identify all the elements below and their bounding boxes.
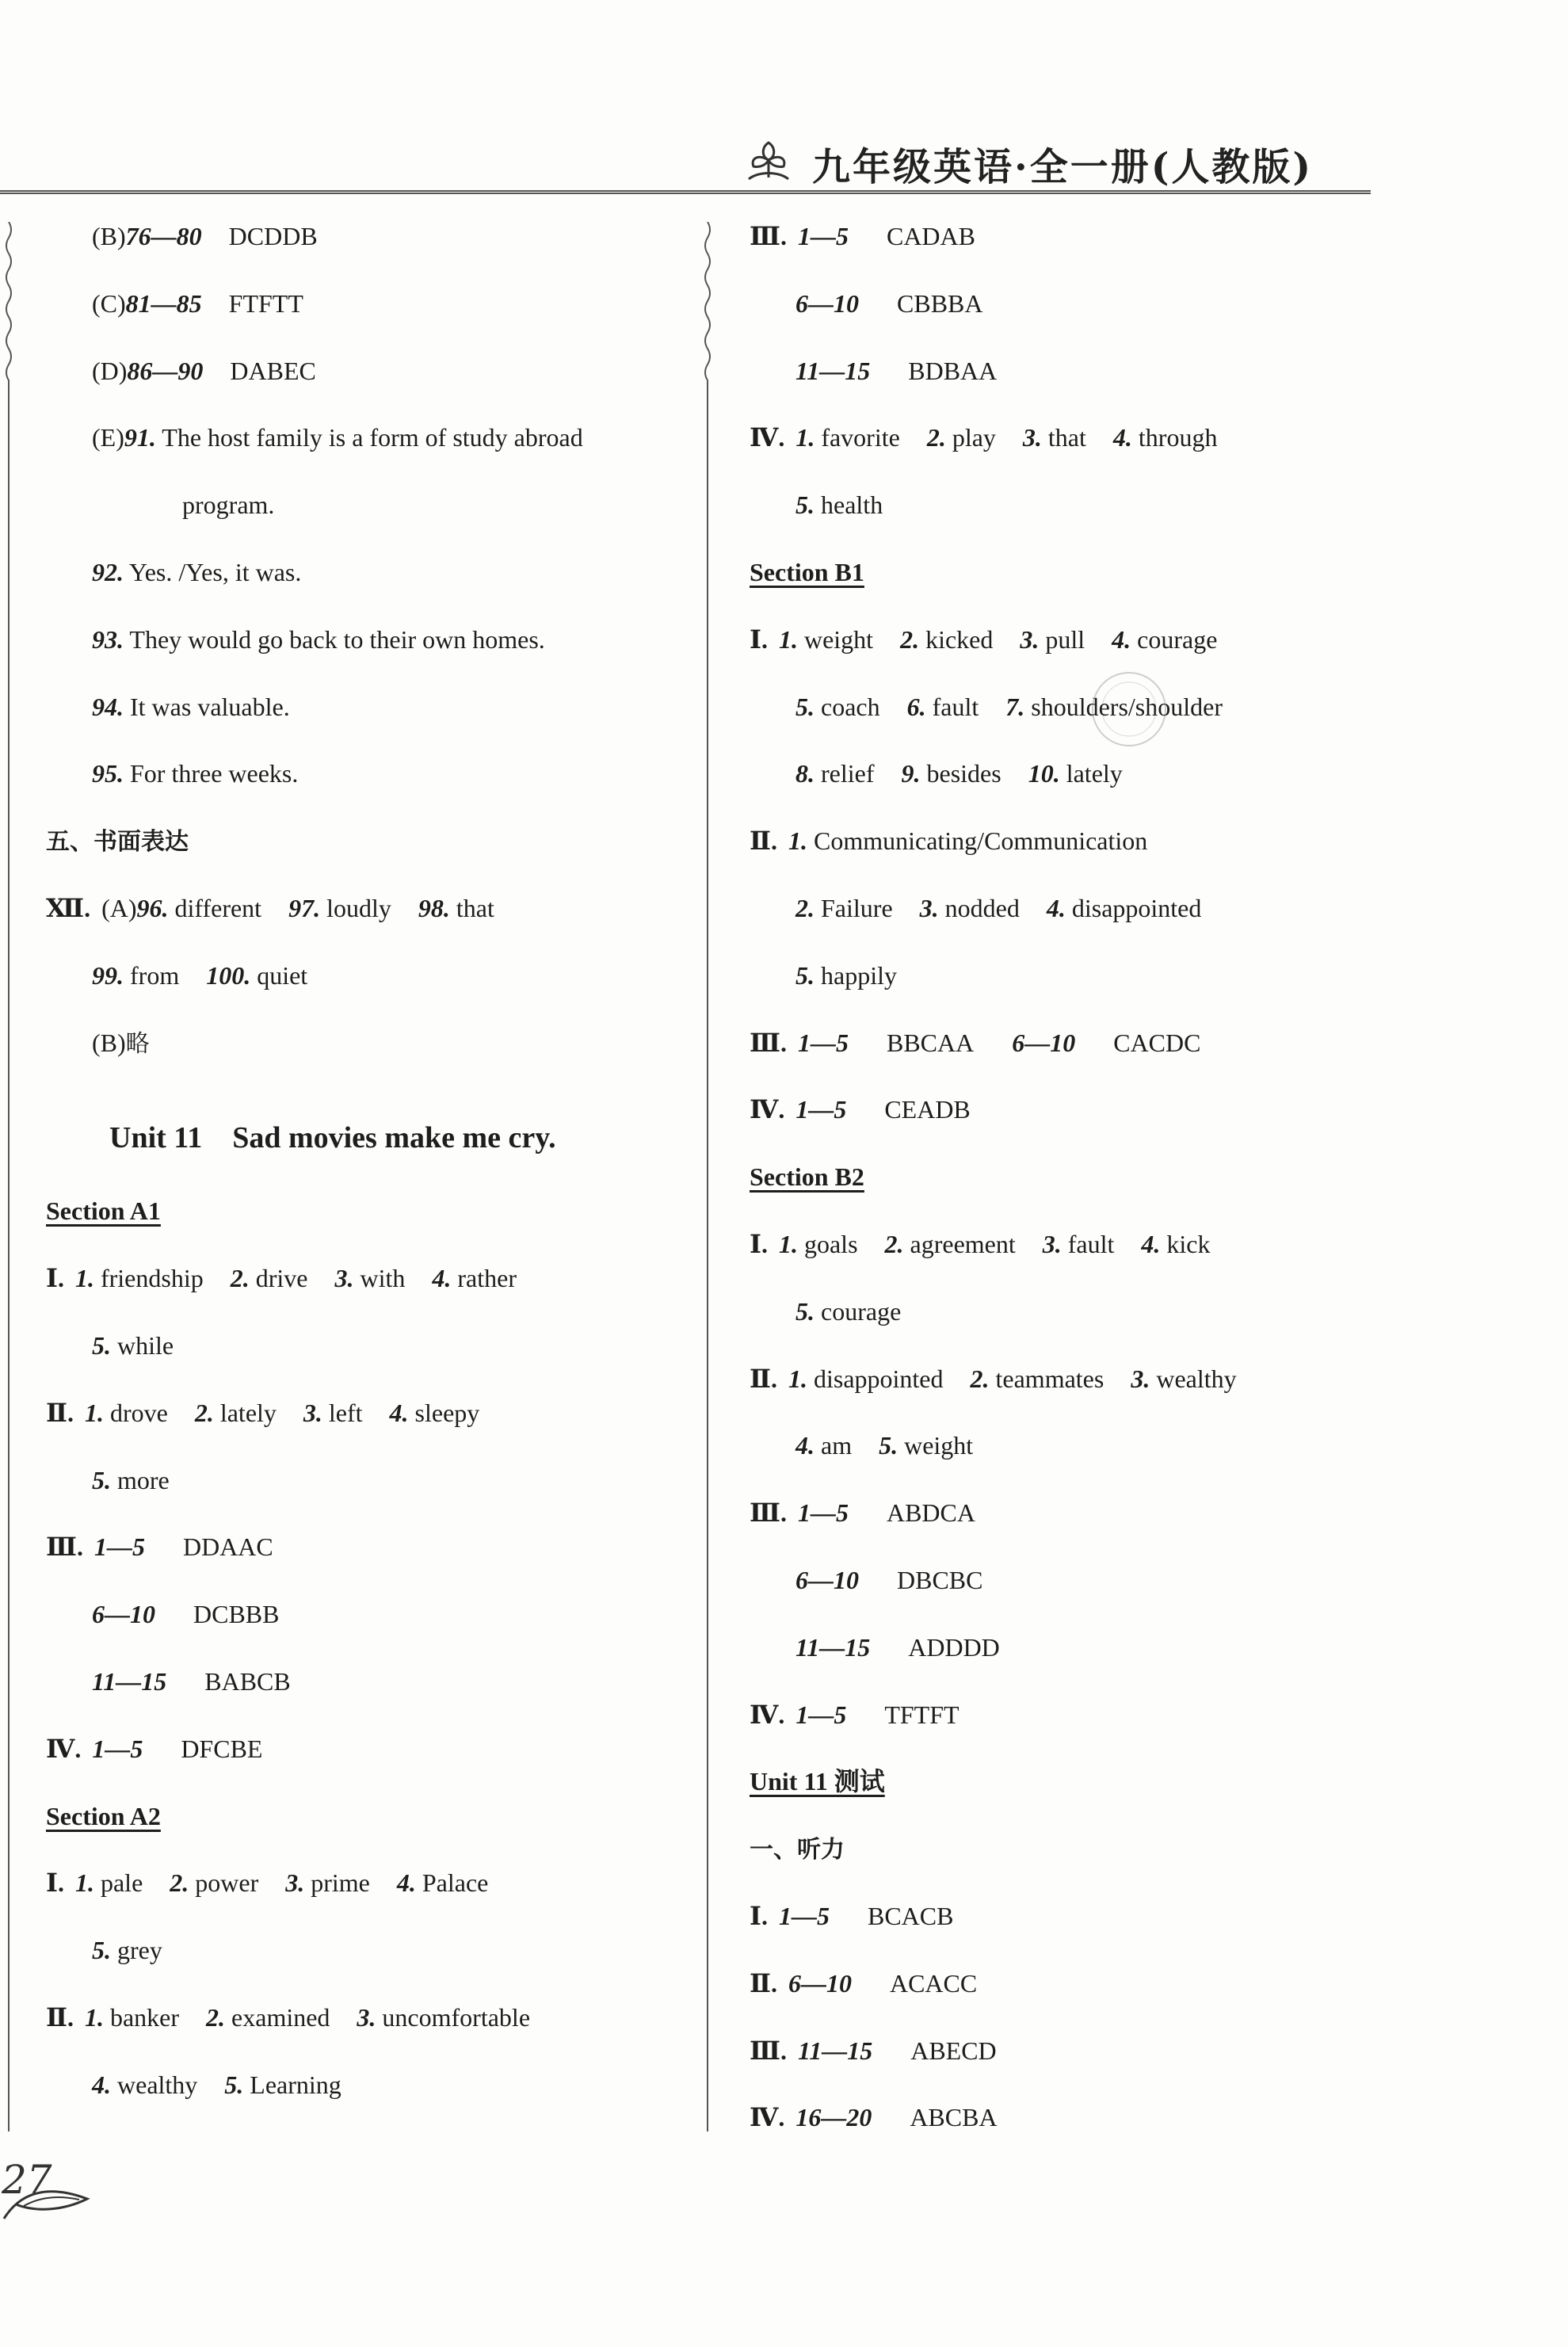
answer-line: Ⅰ. 1. friendship 2. drive 3. with 4. rather <box>46 1264 517 1293</box>
answer-line: 99. from 100. quiet <box>92 960 308 990</box>
answer-line: program. <box>182 490 275 520</box>
page-number: 27 <box>2 2157 52 2203</box>
answer-line: 11—15 ADDDD <box>795 1632 1000 1662</box>
section-heading: 一、听力 <box>750 1836 845 1864</box>
header-title: 九年级英语·全一册(人教版) <box>812 145 1314 189</box>
section-heading: Section A1 <box>46 1196 161 1226</box>
answer-line: Ⅲ. 1—5 ABDCA <box>750 1498 975 1528</box>
answer-line: Ⅱ. 6—10 ACACC <box>750 1968 978 1998</box>
answer-line: 11—15 BABCB <box>92 1666 291 1696</box>
answer-line: Ⅲ. 1—5 DDAAC <box>46 1532 273 1562</box>
answer-line: (B)略 <box>92 1028 150 1058</box>
answer-line: Ⅰ. 1—5 BCACB <box>750 1901 954 1930</box>
answer-line: 5. courage <box>795 1296 902 1326</box>
answer-line: (C)81—85 FTFTT <box>92 288 303 318</box>
answer-line: Ⅰ. 1. goals 2. agreement 3. fault 4. kick <box>750 1229 1211 1258</box>
answer-line: Ⅱ. 1. drove 2. lately 3. left 4. sleepy <box>46 1398 480 1427</box>
answer-line: 6—10 DBCBC <box>795 1565 983 1594</box>
answer-line: 95. For three weeks. <box>92 759 299 788</box>
section-heading: 五、书面表达 <box>46 828 189 857</box>
answer-line: (E)91. The host family is a form of study abroad <box>92 423 583 452</box>
answer-line: 11—15 BDBAA <box>795 356 998 385</box>
answer-line: Ⅳ. 1—5 DFCBE <box>46 1734 263 1763</box>
answer-line: Ⅳ. 1—5 TFTFT <box>750 1700 959 1729</box>
section-heading: Section B2 <box>750 1162 864 1192</box>
answer-line: 5. coach 6. fault 7. shoulders/shoulder <box>795 692 1223 721</box>
answer-line: 5. health <box>795 490 883 520</box>
answer-line: 4. wealthy 5. Learning <box>92 2070 341 2099</box>
left-wavy-border <box>3 222 14 2131</box>
answer-line: 8. relief 9. besides 10. lately <box>795 759 1123 788</box>
section-heading: Section A2 <box>46 1801 161 1830</box>
answer-line: 92. Yes. /Yes, it was. <box>92 557 302 586</box>
answer-line: Ⅳ. 16—20 ABCBA <box>750 2103 998 2132</box>
section-heading: Section B1 <box>750 557 864 586</box>
answer-line: 4. am 5. weight <box>795 1431 974 1460</box>
answer-line: Ⅱ. 1. Communicating/Communication <box>750 826 1148 856</box>
answer-line: Ⅱ. 1. disappointed 2. teammates 3. wealthy <box>750 1364 1237 1393</box>
answer-line: 94. It was valuable. <box>92 692 290 721</box>
answer-line: Ⅲ. 11—15 ABECD <box>750 2036 997 2065</box>
answer-line: 5. happily <box>795 960 897 990</box>
answer-line: 6—10 DCBBB <box>92 1600 280 1629</box>
faint-stamp <box>1085 666 1173 753</box>
answer-line: Ⅲ. 1—5 CADAB <box>750 222 975 250</box>
answer-line: (B)76—80 DCDDB <box>92 222 318 250</box>
right-column <box>750 214 1415 2162</box>
left-column <box>46 214 712 2130</box>
answer-line: (D)86—90 DABEC <box>92 356 316 385</box>
section-heading: Unit 11 测试 <box>750 1767 885 1796</box>
unit-title: Unit 11 Sad movies make me cry. <box>109 1121 556 1155</box>
answer-line: 6—10 CBBBA <box>795 288 983 318</box>
answer-line: Ⅻ. (A)96. different 97. loudly 98. that <box>46 893 494 922</box>
answer-line: Ⅳ. 1—5 CEADB <box>750 1095 971 1124</box>
answer-line: Ⅱ. 1. banker 2. examined 3. uncomfortable <box>46 2002 531 2032</box>
flower-icon <box>741 136 796 185</box>
answer-line: Ⅰ. 1. weight 2. kicked 3. pull 4. courage <box>750 624 1218 654</box>
answer-line: Ⅲ. 1—5 BBCAA 6—10 CACDC <box>750 1028 1201 1057</box>
answer-line: 93. They would go back to their own homes. <box>92 624 545 654</box>
answer-line: Ⅰ. 1. pale 2. power 3. prime 4. Palace <box>46 1868 489 1898</box>
answer-line: 2. Failure 3. nodded 4. disappointed <box>795 893 1202 922</box>
answer-line: 5. more <box>92 1465 170 1494</box>
answer-line: 5. while <box>92 1330 174 1360</box>
answer-line: Ⅳ. 1. favorite 2. play 3. that 4. through <box>750 423 1218 452</box>
header-rule <box>0 190 1371 194</box>
page-header <box>0 0 1568 194</box>
answer-line: 5. grey <box>92 1936 162 1965</box>
